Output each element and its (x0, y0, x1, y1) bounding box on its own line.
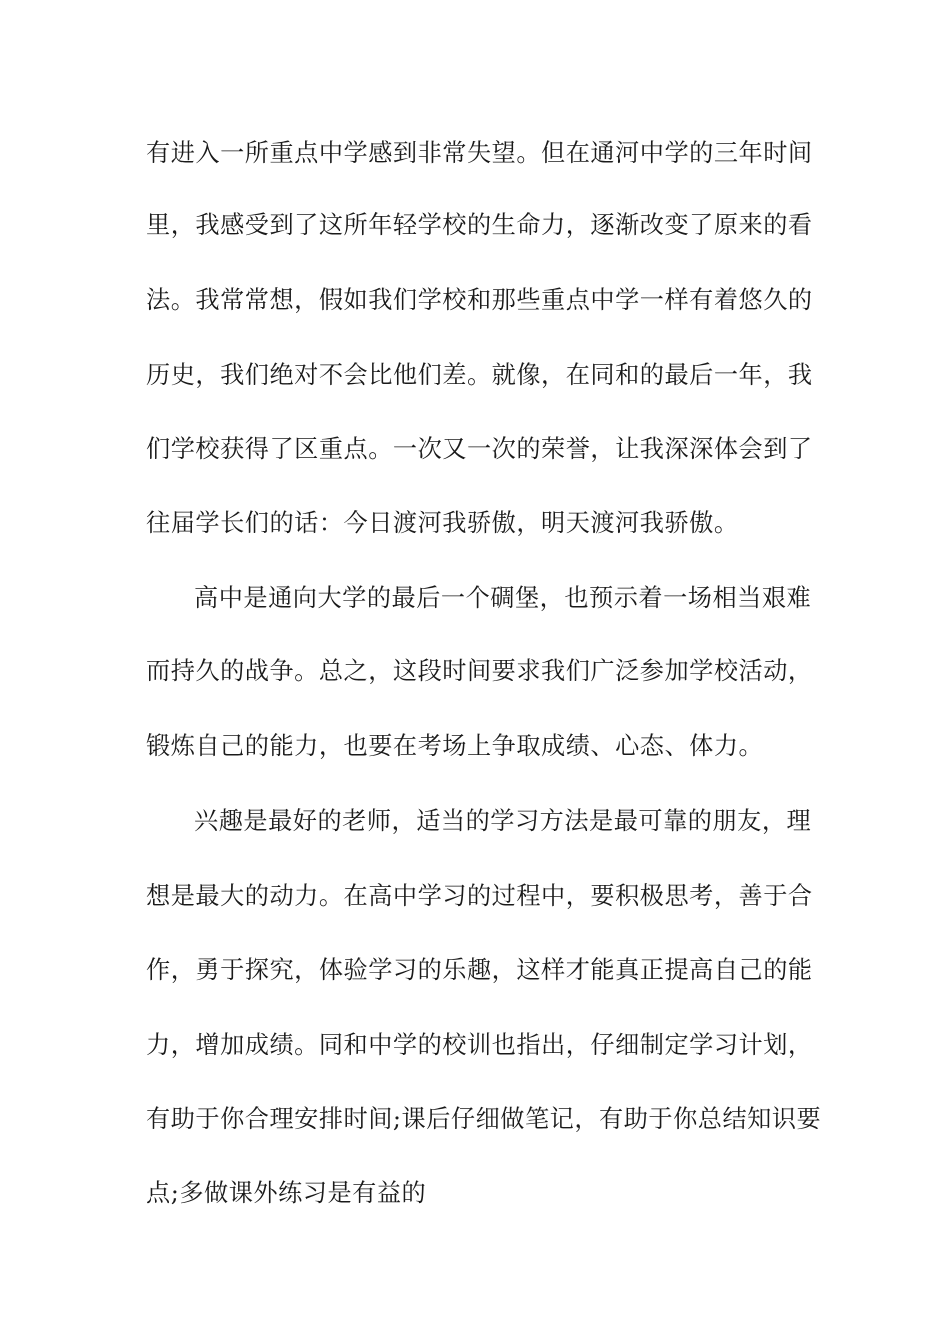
text-line: 有进入一所重点中学感到非常失望。但在通河中学的三年时间 (146, 139, 813, 167)
text-line: 想是最大的动力。在高中学习的过程中，要积极思考，善于合 (146, 882, 813, 910)
text-line: 们学校获得了区重点。一次又一次的荣誉，让我深深体会到了 (146, 435, 813, 463)
paragraph-first-line: 高中是通向大学的最后一个碉堡，也预示着一场相当艰难 (194, 584, 812, 612)
text-line: 历史，我们绝对不会比他们差。就像，在同和的最后一年，我 (146, 361, 813, 389)
text-line: 法。我常常想，假如我们学校和那些重点中学一样有着悠久的 (146, 286, 813, 314)
text-line: 里，我感受到了这所年轻学校的生命力，逐渐改变了原来的看 (146, 211, 813, 239)
text-line: 力，增加成绩。同和中学的校训也指出，仔细制定学习计划， (146, 1031, 813, 1059)
text-line: 作，勇于探究，体验学习的乐趣，这样才能真正提高自己的能 (146, 956, 813, 984)
paragraph-first-line: 兴趣是最好的老师，适当的学习方法是最可靠的朋友，理 (194, 807, 812, 835)
text-line: 点;多做课外练习是有益的 (146, 1179, 427, 1207)
text-line: 锻炼自己的能力，也要在考场上争取成绩、心态、体力。 (146, 732, 764, 760)
text-line: 而持久的战争。总之，这段时间要求我们广泛参加学校活动， (146, 657, 813, 685)
text-line: 有助于你合理安排时间;课后仔细做笔记，有助于你总结知识要 (146, 1105, 822, 1133)
text-line: 往届学长们的话：今日渡河我骄傲，明天渡河我骄傲。 (146, 509, 739, 537)
